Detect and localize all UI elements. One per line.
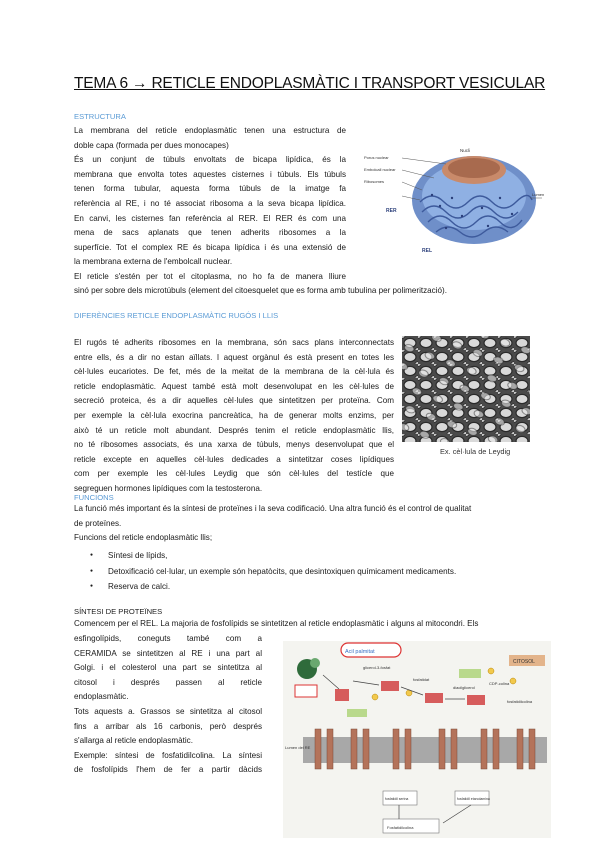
text-line: En canvi, les cisternes fan referència al RER. El RER és com una bbox=[74, 213, 346, 223]
text-line: entre ells, és a dir no estan aïllats. I aquest orgànul és està present en totes les bbox=[74, 352, 394, 362]
pathway-label: diacilglicerol bbox=[453, 685, 475, 690]
nucleus bbox=[448, 158, 500, 178]
section-heading-estructura: ESTRUCTURA bbox=[74, 112, 126, 121]
pathway-label: fosfatidil etanolamina bbox=[457, 797, 490, 801]
section-heading-diferencies: DIFERÈNCIES RETICLE ENDOPLASMÀTIC RUGÓS I LLIS bbox=[74, 311, 279, 320]
list-item: ● Síntesi de lípids, bbox=[92, 548, 456, 564]
er-label: Lumen bbox=[532, 192, 545, 197]
text-line: Funcions del reticle endoplasmàtic llis; bbox=[74, 533, 213, 543]
text-line: És un conjunt de túbuls envoltats de bicapa lipídica, és la bbox=[74, 155, 346, 165]
pathway-label: fosfatidilcolina bbox=[507, 699, 533, 704]
text-line: La membrana del reticle endoplasmàtic tenen una estructura de bbox=[74, 126, 346, 135]
enzyme-box bbox=[347, 709, 367, 717]
text-line: segreguen hormones lipídiques com la testosterona. bbox=[74, 483, 263, 493]
funcions-paragraph bbox=[74, 502, 534, 546]
section-heading-funcions: FUNCIONS bbox=[74, 493, 114, 502]
text-line: referència al RE, i no té associat ribosoma a la seva bicapa lipídica. bbox=[74, 198, 346, 208]
pathway-label: fosfatidil serina bbox=[385, 797, 409, 801]
funcions-bullet-list bbox=[92, 548, 456, 595]
text-line: doble capa (formada per dues monocapes) bbox=[74, 140, 229, 150]
micrograph-texture-overlay bbox=[402, 336, 530, 442]
section-heading-sintesi: SÍNTESI DE PROTEÏNES bbox=[74, 607, 163, 616]
sintesi-first-line bbox=[74, 617, 534, 632]
text-line: reticle endoplasmàtic. Aquest també està molt desenvolupat en les cèl·lules de bbox=[74, 381, 394, 391]
er-label: RER bbox=[386, 208, 397, 214]
text-line: de proteïnes. bbox=[74, 518, 122, 528]
estructura-last-line bbox=[74, 284, 534, 299]
text-line: membrana que envolta totes aquestes cisternes i túbuls. Els túbuls bbox=[74, 169, 346, 179]
er-membrane bbox=[303, 737, 547, 763]
text-line: per exemple la cèl·lula exocrina pancreàtica, ha de generar molts enzims, per bbox=[74, 410, 394, 420]
sintesi-paragraph bbox=[74, 632, 262, 778]
enzyme-icon bbox=[310, 658, 320, 668]
text-line: cèl·lules eucariotes. De fet, més de la meitat de la membrana de la cèl·lula és bbox=[74, 367, 394, 377]
text-line: reticle excepte en aquelles cèl·lules dedicades a sintetitzar coses lipídiques bbox=[74, 454, 394, 464]
text-line: superfície. Tot el complex RE és bicapa lipídica i és una extensió de bbox=[74, 242, 346, 252]
enzyme-box bbox=[459, 669, 481, 678]
pathway-label: Fosfatidilcolina bbox=[387, 825, 414, 830]
text-line: de fosfolípids l'hem de fer a partir dàcids bbox=[74, 765, 262, 775]
er-label: REL bbox=[422, 248, 432, 254]
er-structure-diagram bbox=[362, 140, 552, 270]
text-line: això té un reticle molt abundant. Després tenim el reticle endoplasmàtic llis, bbox=[74, 425, 394, 435]
text-line: no té ribosomes associats, és una xarxa de túbuls, menys desenvolupat que el bbox=[74, 440, 394, 450]
text-line: La funció més important és la síntesi de proteïnes i la seva codificació. Una altra funció és el control de qualitat bbox=[74, 504, 472, 513]
text-line: Comencem per el REL. La majoria de fosfolípids se sintetitzen al reticle endoplasmàtic i alguns al mitocondri. Els bbox=[74, 619, 479, 628]
estructura-paragraph bbox=[74, 124, 346, 285]
text-line: endoplasmàtic. bbox=[74, 692, 129, 702]
text-line: secreció proteica, és a dir aquelles cèl·lules que sintetitzen per proteïna. Com bbox=[74, 396, 394, 406]
enzyme-box bbox=[467, 695, 485, 705]
diferencies-paragraph bbox=[74, 336, 394, 497]
er-label: Ribosomes bbox=[364, 179, 385, 184]
text-line: El rugós té adherits ribosomes en la membrana, són sacs plans interconnectats bbox=[74, 338, 394, 347]
er-label: Porus nuclear bbox=[364, 155, 389, 160]
leydig-micrograph bbox=[402, 336, 530, 442]
text-line: CERAMIDA se sintetitzen al RE i una part al bbox=[74, 648, 262, 658]
pathway-label: CDP-colina bbox=[489, 681, 510, 686]
pathway-label: Lumen del RE bbox=[285, 745, 311, 750]
enzyme-box bbox=[295, 685, 317, 697]
text-line: tenen forma tubular, aquesta forma túbuls de la imatge fa bbox=[74, 184, 346, 194]
text-line: El reticle s'estén per tot el citoplasma, no ho fa de manera lliure bbox=[74, 271, 346, 281]
er-label: Nucli bbox=[460, 148, 471, 153]
enzyme-box bbox=[381, 681, 399, 691]
pathway-label: Acil palmitat bbox=[345, 649, 375, 655]
text-line: citosol i després passen al reticle bbox=[74, 677, 262, 687]
micrograph-caption: Ex. cèl·lula de Leydig bbox=[440, 447, 511, 456]
text-line: Exemple: síntesi de fosfatidilcolina. La síntesi bbox=[74, 750, 262, 760]
text-line: fins a arribar als 16 carbonis, però després bbox=[74, 721, 262, 731]
enzyme-box bbox=[425, 693, 443, 703]
text-line: Golgi. i el colesterol una part se sintetitza al bbox=[74, 663, 262, 673]
pathway-label: CITOSOL bbox=[513, 659, 535, 665]
text-line: sinó per sobre dels microtúbuls (element del citoesquelet que es forma amb tubulina per polimerització). bbox=[74, 286, 447, 295]
text-line: esfingolípids, coneguts també com a bbox=[74, 634, 262, 643]
text-line: Tots aquests a. Grassos se sintetitza al citosol bbox=[74, 706, 262, 716]
text-line: com per exemple les cèl·lules Leydig que són cèl·lules del testícle que bbox=[74, 469, 394, 479]
enzyme-box bbox=[335, 689, 349, 701]
pathway-label: fosfatidat bbox=[413, 677, 430, 682]
list-item: ● Reserva de calci. bbox=[92, 579, 456, 595]
page-title: TEMA 6 → RETICLE ENDOPLASMÀTIC I TRANSPORT VESICULAR bbox=[74, 75, 546, 92]
pathway-label: glicerol-3-fosfat bbox=[363, 665, 391, 670]
text-line: s'allarga al reticle endoplasmàtic. bbox=[74, 736, 193, 746]
text-line: mena de sacs aplanats que tenen adherits ribosomes a la bbox=[74, 228, 346, 238]
er-label: Embolcall nuclear bbox=[364, 167, 396, 172]
text-line: la membrana externa de l'embolcall nuclear. bbox=[74, 257, 233, 267]
list-item: ● Detoxificació cel·lular, un exemple són hepatòcits, que desintoxiquen químicament medicaments. bbox=[92, 564, 456, 580]
phospholipid-synthesis-diagram bbox=[283, 641, 551, 838]
